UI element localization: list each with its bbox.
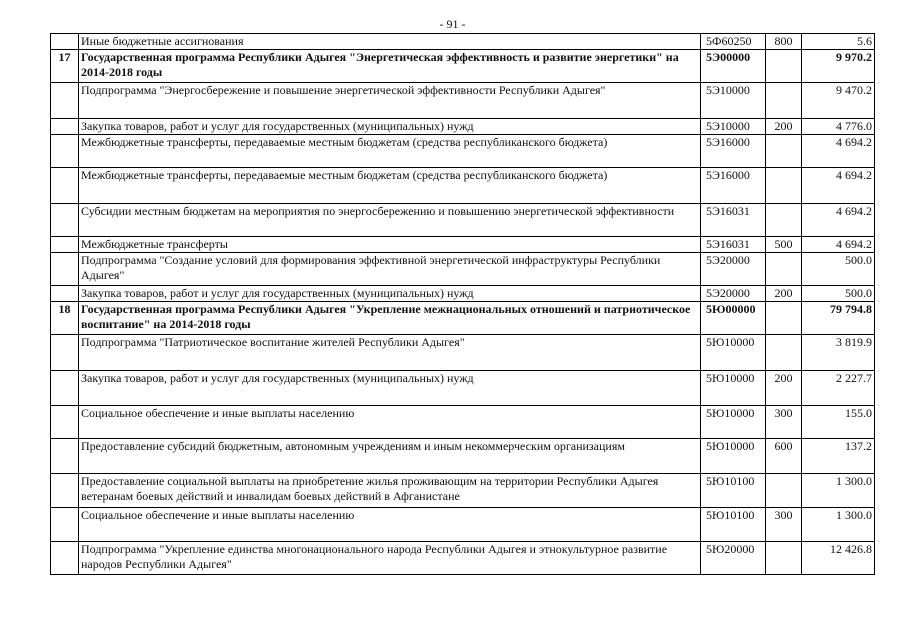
item-name-cell: Социальное обеспечение и иные выплаты населению xyxy=(79,508,701,542)
target-code-cell: 5Ю10100 xyxy=(701,474,766,508)
row-number-cell xyxy=(51,406,79,439)
row-number-cell xyxy=(51,439,79,474)
row-number-cell xyxy=(51,508,79,542)
expense-group-cell: 500 xyxy=(766,237,802,253)
table-row xyxy=(51,335,875,371)
expense-group-cell xyxy=(766,302,802,335)
item-name-cell: Подпрограмма "Энергосбережение и повышение энергетической эффективности Республики Адыгея" xyxy=(79,83,701,119)
table-row xyxy=(51,34,875,50)
table-row xyxy=(51,83,875,119)
row-number-cell xyxy=(51,34,79,50)
item-name-cell: Межбюджетные трансферты xyxy=(79,237,701,253)
item-name-cell: Межбюджетные трансферты, передаваемые местным бюджетам (средства республиканского бюджета) xyxy=(79,135,701,168)
item-name-cell: Подпрограмма "Патриотическое воспитание жителей Республики Адыгея" xyxy=(79,335,701,371)
row-number-cell xyxy=(51,286,79,302)
item-name-cell: Закупка товаров, работ и услуг для государственных (муниципальных) нужд xyxy=(79,119,701,135)
expense-group-cell: 200 xyxy=(766,286,802,302)
target-code-cell: 5Ю20000 xyxy=(701,542,766,575)
item-name-cell: Закупка товаров, работ и услуг для государственных (муниципальных) нужд xyxy=(79,371,701,406)
item-name-cell: Закупка товаров, работ и услуг для государственных (муниципальных) нужд xyxy=(79,286,701,302)
item-name-cell: Подпрограмма "Создание условий для формирования эффективной энергетической инфраструктуры Республики Адыгея" xyxy=(79,253,701,286)
amount-cell: 12 426.8 xyxy=(802,542,875,575)
expense-group-cell xyxy=(766,335,802,371)
target-code-cell: 5Э10000 xyxy=(701,83,766,119)
row-number-cell xyxy=(51,168,79,204)
table-row xyxy=(51,119,875,135)
row-number-cell xyxy=(51,237,79,253)
target-code-cell: 5Э16031 xyxy=(701,237,766,253)
expense-group-cell: 800 xyxy=(766,34,802,50)
item-name-cell: Предоставление социальной выплаты на приобретение жилья проживающим на территории Республики Адыгея ветеранам боевых действий и инвалидам боевых действий в Афганистане xyxy=(79,474,701,508)
table-row xyxy=(51,542,875,575)
target-code-cell: 5Э16000 xyxy=(701,168,766,204)
expense-group-cell xyxy=(766,83,802,119)
target-code-cell: 5Э16000 xyxy=(701,135,766,168)
row-number-cell xyxy=(51,119,79,135)
amount-cell: 137.2 xyxy=(802,439,875,474)
table-row xyxy=(51,406,875,439)
amount-cell: 500.0 xyxy=(802,253,875,286)
expense-group-cell xyxy=(766,50,802,83)
target-code-cell: 5Ю10000 xyxy=(701,406,766,439)
expense-group-cell: 200 xyxy=(766,119,802,135)
page-number: - 91 - xyxy=(439,17,466,31)
target-code-cell: 5Ю10000 xyxy=(701,439,766,474)
amount-cell: 1 300.0 xyxy=(802,474,875,508)
amount-cell: 9 470.2 xyxy=(802,83,875,119)
row-number-cell xyxy=(51,135,79,168)
target-code-cell: 5Э00000 xyxy=(701,50,766,83)
target-code-cell: 5Ю10000 xyxy=(701,371,766,406)
item-name-cell: Государственная программа Республики Адыгея "Энергетическая эффективность и развитие энергетики" на 2014-2018 годы xyxy=(79,50,701,83)
table-row xyxy=(51,286,875,302)
amount-cell: 1 300.0 xyxy=(802,508,875,542)
expense-group-cell: 300 xyxy=(766,508,802,542)
row-number-cell xyxy=(51,335,79,371)
target-code-cell: 5Э20000 xyxy=(701,286,766,302)
item-name-cell: Подпрограмма "Укрепление единства многонационального народа Республики Адыгея и этнокультурное развитие народов Республики Адыгея" xyxy=(79,542,701,575)
row-number-cell xyxy=(51,474,79,508)
table-row xyxy=(51,204,875,237)
table-row xyxy=(51,168,875,204)
amount-cell: 4 694.2 xyxy=(802,237,875,253)
row-number-cell xyxy=(51,253,79,286)
row-number-cell xyxy=(51,542,79,575)
amount-cell: 9 970.2 xyxy=(802,50,875,83)
table-row xyxy=(51,474,875,508)
amount-cell: 79 794.8 xyxy=(802,302,875,335)
amount-cell: 3 819.9 xyxy=(802,335,875,371)
row-number-cell xyxy=(51,204,79,237)
amount-cell: 5.6 xyxy=(802,34,875,50)
target-code-cell: 5Ю10000 xyxy=(701,335,766,371)
item-name-cell: Межбюджетные трансферты, передаваемые местным бюджетам (средства республиканского бюджета) xyxy=(79,168,701,204)
amount-cell: 4 694.2 xyxy=(802,168,875,204)
expense-group-cell xyxy=(766,135,802,168)
expense-group-cell: 600 xyxy=(766,439,802,474)
table-row xyxy=(51,371,875,406)
expense-group-cell xyxy=(766,204,802,237)
budget-table-body xyxy=(51,34,875,575)
item-name-cell: Государственная программа Республики Адыгея "Укрепление межнациональных отношений и патриотическое воспитание" на 2014-2018 годы xyxy=(79,302,701,335)
item-name-cell: Иные бюджетные ассигнования xyxy=(79,34,701,50)
expense-group-cell xyxy=(766,542,802,575)
amount-cell: 4 694.2 xyxy=(802,204,875,237)
expense-group-cell: 200 xyxy=(766,371,802,406)
budget-table xyxy=(50,33,875,575)
target-code-cell: 5Ю10100 xyxy=(701,508,766,542)
row-number-cell xyxy=(51,371,79,406)
target-code-cell: 5Э10000 xyxy=(701,119,766,135)
table-row xyxy=(51,508,875,542)
table-row xyxy=(51,439,875,474)
item-name-cell: Социальное обеспечение и иные выплаты населению xyxy=(79,406,701,439)
item-name-cell: Субсидии местным бюджетам на мероприятия по энергосбережению и повышению энергетической эффективности xyxy=(79,204,701,237)
target-code-cell: 5Ф60250 xyxy=(701,34,766,50)
target-code-cell: 5Ю00000 xyxy=(701,302,766,335)
amount-cell: 2 227.7 xyxy=(802,371,875,406)
table-row xyxy=(51,135,875,168)
expense-group-cell xyxy=(766,253,802,286)
expense-group-cell xyxy=(766,474,802,508)
table-row xyxy=(51,253,875,286)
table-row xyxy=(51,237,875,253)
item-name-cell: Предоставление субсидий бюджетным, автономным учреждениям и иным некоммерческим организациям xyxy=(79,439,701,474)
row-number-cell: 18 xyxy=(51,302,79,335)
table-row xyxy=(51,50,875,83)
amount-cell: 155.0 xyxy=(802,406,875,439)
target-code-cell: 5Э16031 xyxy=(701,204,766,237)
expense-group-cell xyxy=(766,168,802,204)
row-number-cell: 17 xyxy=(51,50,79,83)
amount-cell: 4 776.0 xyxy=(802,119,875,135)
amount-cell: 4 694.2 xyxy=(802,135,875,168)
amount-cell: 500.0 xyxy=(802,286,875,302)
row-number-cell xyxy=(51,83,79,119)
expense-group-cell: 300 xyxy=(766,406,802,439)
table-row xyxy=(51,302,875,335)
target-code-cell: 5Э20000 xyxy=(701,253,766,286)
